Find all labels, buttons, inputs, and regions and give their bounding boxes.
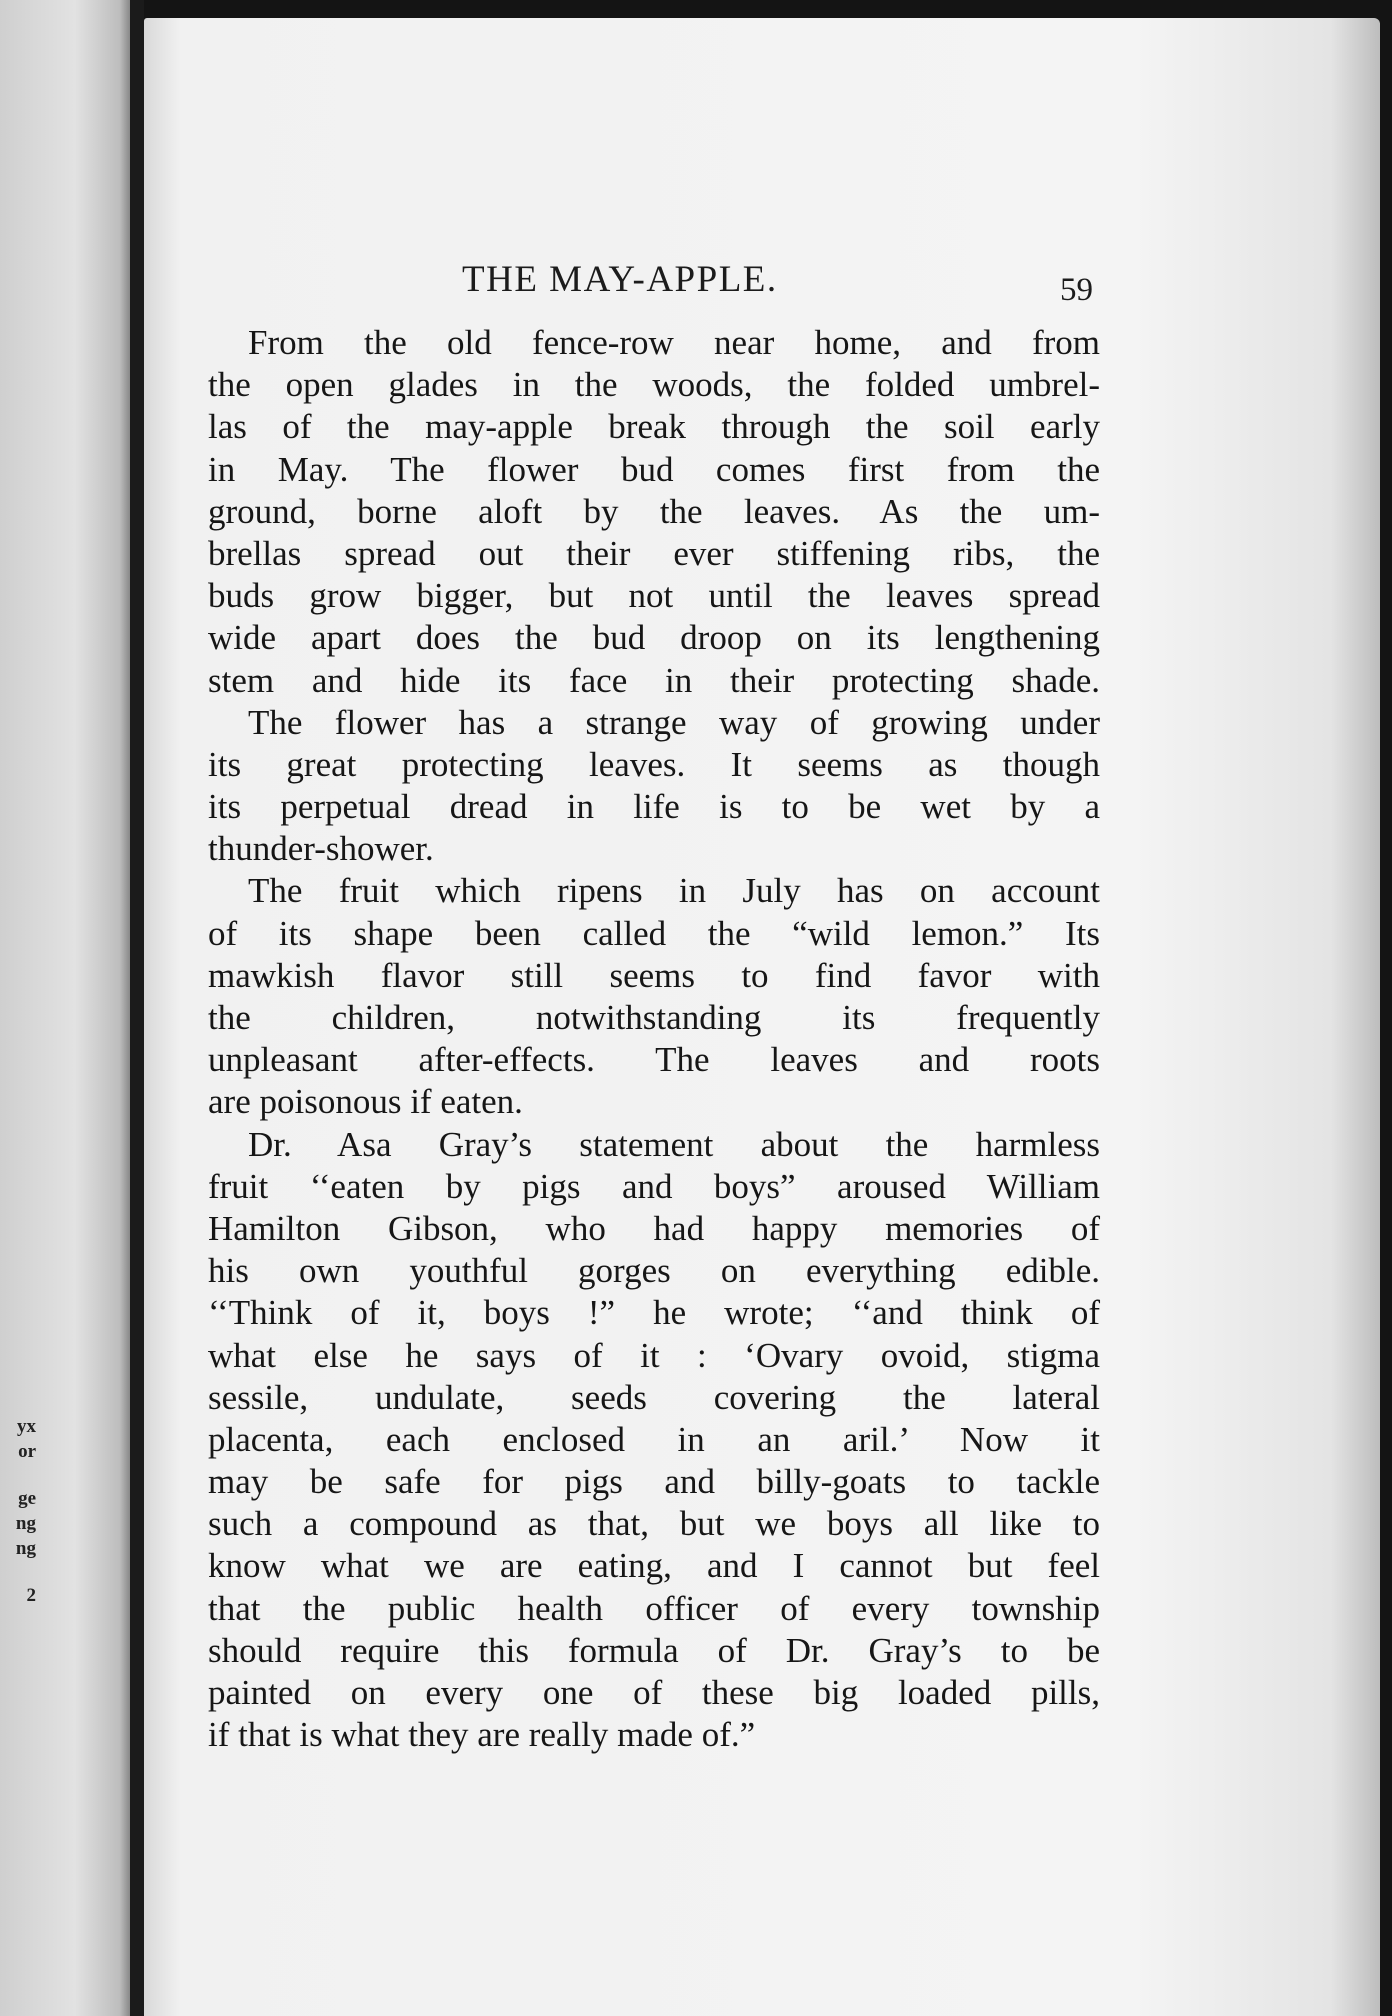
paragraph <box>208 322 1100 702</box>
text-line: Dr. Asa Gray’s statement about the harmless <box>248 1124 1100 1164</box>
text-line: its perpetual dread in life is to be wet by a <box>208 787 1100 827</box>
text-line: such a compound as that, but we boys all like to <box>208 1504 1100 1544</box>
text-line: of its shape been called the “wild lemon.” Its <box>208 913 1100 953</box>
text-line: that the public health officer of every township <box>208 1588 1100 1628</box>
paragraph <box>208 870 1100 1123</box>
text-line: are poisonous if eaten. <box>208 1082 523 1122</box>
text-line: what else he says of it : ‘Ovary ovoid, stigma <box>208 1335 1100 1375</box>
text-line: wide apart does the bud droop on its lengthening <box>208 618 1100 658</box>
facing-page-edge <box>0 0 136 2016</box>
paragraph <box>208 702 1100 871</box>
text-line: his own youthful gorges on everything edible. <box>208 1251 1100 1291</box>
text-line: The fruit which ripens in July has on account <box>248 871 1100 911</box>
text-line: placenta, each enclosed in an aril.’ Now it <box>208 1419 1100 1459</box>
text-line: sessile, undulate, seeds covering the lateral <box>208 1377 1100 1417</box>
text-line: should require this formula of Dr. Gray’s to be <box>208 1630 1100 1670</box>
body-text <box>208 322 1100 1756</box>
text-line: in May. The flower bud comes first from the <box>208 449 1100 489</box>
text-line: the children, notwithstanding its frequently <box>208 998 1100 1037</box>
fragment-text: yx <box>17 1416 36 1437</box>
fragment-text: ng <box>15 1538 36 1559</box>
text-line: fruit ‘‘eaten by pigs and boys” aroused William <box>208 1166 1100 1206</box>
text-line: if that is what they are really made of.” <box>208 1715 756 1755</box>
text-line: mawkish flavor still seems to find favor with <box>208 955 1100 995</box>
text-line: buds grow bigger, but not until the leaves spread <box>208 576 1100 616</box>
page-number: 59 <box>1060 272 1093 308</box>
text-line: may be safe for pigs and billy-goats to tackle <box>208 1462 1100 1502</box>
text-line: Hamilton Gibson, who had happy memories of <box>208 1208 1100 1248</box>
running-head: THE MAY-APPLE. <box>462 259 778 300</box>
text-line: las of the may-apple break through the soil early <box>208 407 1100 447</box>
book-gutter <box>130 0 144 2016</box>
paragraph <box>208 1124 1100 1757</box>
text-line: its great protecting leaves. It seems as though <box>208 744 1100 784</box>
text-line: The flower has a strange way of growing under <box>248 702 1100 742</box>
text-line: painted on every one of these big loaded pills, <box>208 1673 1100 1712</box>
text-line: From the old fence-row near home, and from <box>248 323 1100 362</box>
text-line: ground, borne aloft by the leaves. As the um- <box>208 491 1100 531</box>
text-line: brellas spread out their ever stiffening ribs, the <box>208 533 1100 573</box>
text-line: the open glades in the woods, the folded umbrel- <box>208 365 1100 405</box>
fragment-text: ge <box>18 1488 36 1509</box>
text-line: know what we are eating, and I cannot but feel <box>208 1546 1100 1586</box>
text-line: unpleasant after-effects. The leaves and roots <box>208 1040 1100 1080</box>
text-line: ‘‘Think of it, boys !” he wrote; ‘‘and think of <box>208 1293 1100 1333</box>
facing-page-text-fragments <box>6 1414 36 1608</box>
fragment-text: ng <box>15 1513 36 1534</box>
fragment-text: 2 <box>26 1585 36 1606</box>
text-line: stem and hide its face in their protecting shade. <box>208 660 1100 700</box>
fragment-text: or <box>18 1441 36 1462</box>
text-line: thunder-shower. <box>208 829 434 869</box>
